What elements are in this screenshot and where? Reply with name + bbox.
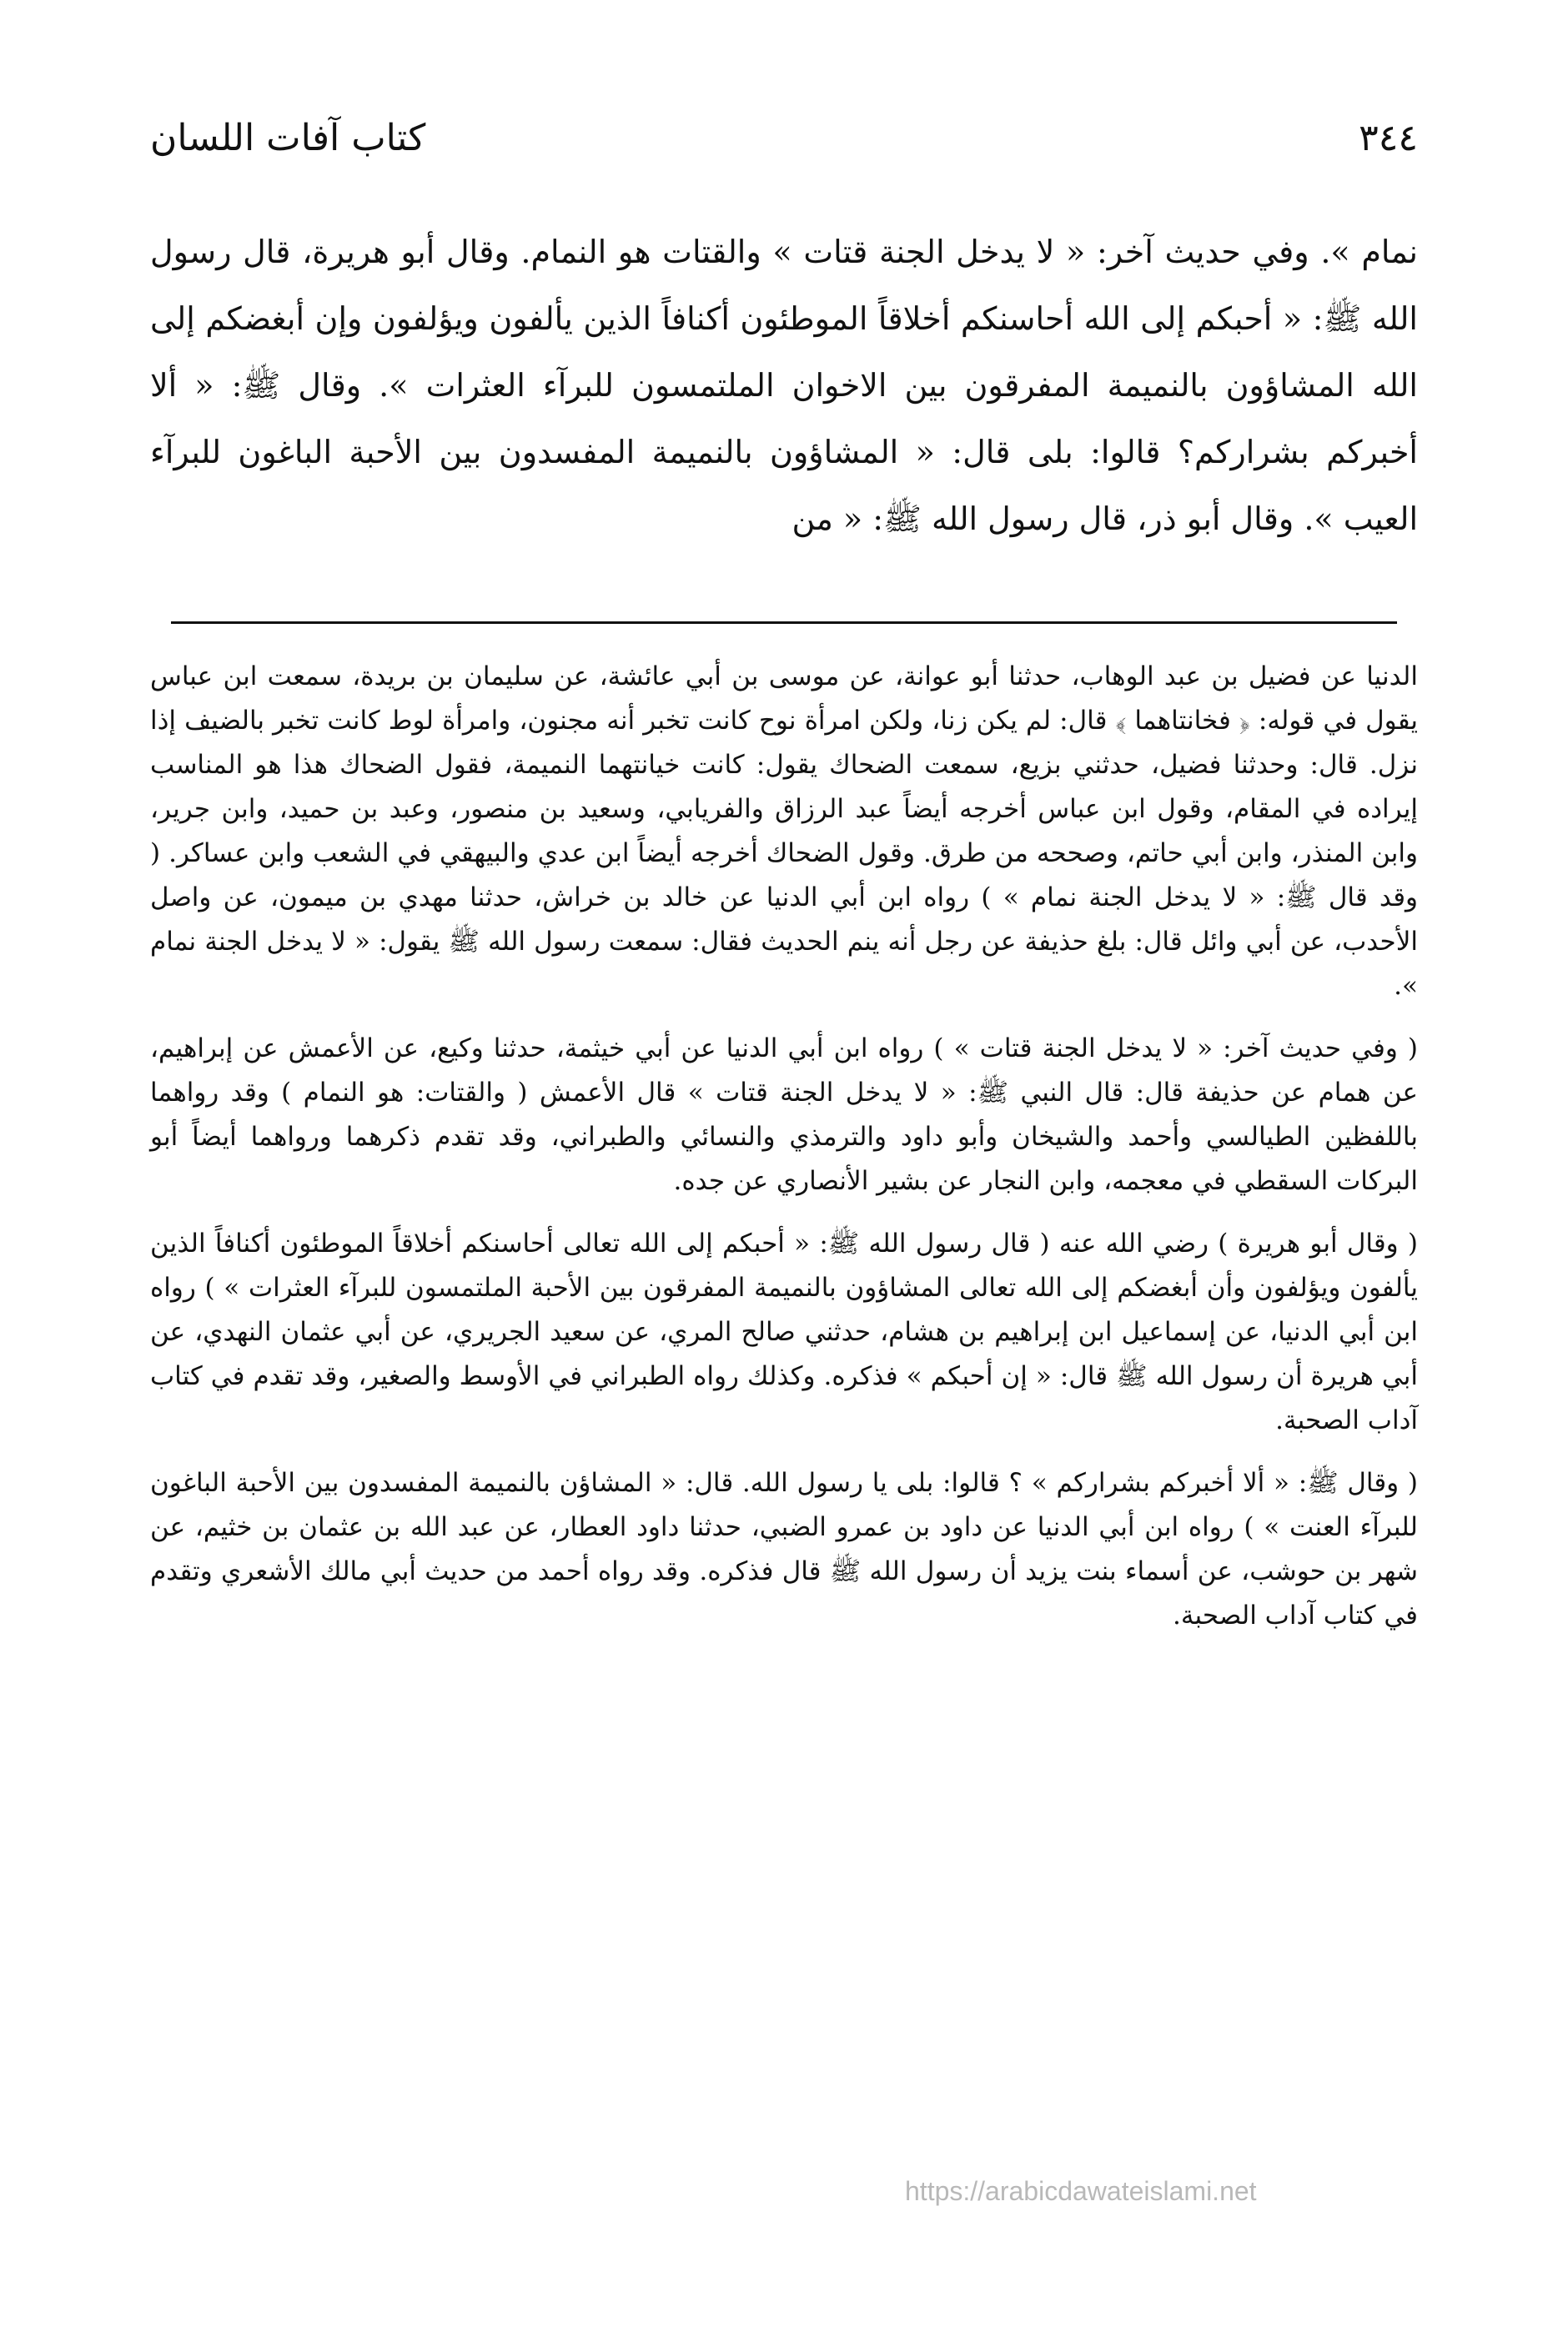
- commentary-paragraph-2: ( وفي حديث آخر: « لا يدخل الجنة قتات » ) رواه ابن أبي الدنيا عن أبي خيثمة، حدثنا وكيع، عن الأعمش عن إبراهيم، عن همام عن حذيفة قال: قال النبي ﷺ: « لا يدخل الجنة قتات » قال الأعمش ( والقتات: هو النمام ) وقد رواهما باللفظين الطيالسي وأحمد والشيخان وأبو داود والترمذي والنسائي والطبراني، وقد تقدم ذكرهما ورواهما أيضاً أبو البركات السقطي في معجمه، وابن النجار عن بشير الأنصاري عن جده.: [150, 1033, 1418, 1196]
- commentary-paragraph-3: ( وقال أبو هريرة ) رضي الله عنه ( قال رسول الله ﷺ: « أحبكم إلى الله تعالى أحاسنكم أخلاقاً الموطئون أكنافاً الذين يألفون ويؤلفون وأن أبغضكم إلى الله تعالى المشاؤون بالنميمة المفرقون بين الأحبة الملتمسون للبرآء العثرات » ) رواه ابن أبي الدنيا، عن إسماعيل ابن إبراهيم بن هشام، حدثني صالح المري، عن سعيد الجريري، عن أبي عثمان النهدي، عن أبي هريرة أن رسول الله ﷺ قال: « إن أحبكم » فذكره. وكذلك رواه الطبراني في الأوسط والصغير، وقد تقدم في كتاب آداب الصحبة.: [150, 1229, 1418, 1435]
- running-title: كتاب آفات اللسان: [150, 117, 426, 159]
- main-text: نمام ». وفي حديث آخر: « لا يدخل الجنة قتات » والقتات هو النمام. وقال أبو هريرة، قال رسول الله ﷺ: « أحبكم إلى الله أحاسنكم أخلاقاً الموطئون أكنافاً الذين يألفون ويؤلفون وإن أبغضكم إلى الله المشاؤون بالنميمة المفرقون بين الاخوان الملتمسون للبرآء العثرات ». وقال ﷺ: « ألا أخبركم بشراركم؟ قالوا: بلى قال: « المشاؤون بالنميمة المفسدون بين الأحبة الباغون للبرآء العيب ». وقال أبو ذر، قال رسول الله ﷺ: « من: [150, 234, 1418, 537]
- page-header: [150, 117, 1418, 175]
- watermark-url: https://arabicdawateislami.net: [905, 2176, 1257, 2206]
- commentary-paragraph-4: ( وقال ﷺ: « ألا أخبركم بشراركم » ؟ قالوا: بلى يا رسول الله. قال: « المشاؤن بالنميمة المفسدون بين الأحبة الباغون للبرآء العنت » ) رواه ابن أبي الدنيا عن داود بن عمرو الضبي، حدثنا داود العطار، عن عبد الله بن عثمان بن خثيم، عن شهر بن حوشب، عن أسماء بنت يزيد أن رسول الله ﷺ قال فذكره. وقد رواه أحمد من حديث أبي مالك الأشعري وتقدم في كتاب آداب الصحبة.: [150, 1468, 1418, 1631]
- page-number: ٣٤٤: [1359, 117, 1418, 159]
- commentary: [150, 655, 1418, 1656]
- separator-rule: [171, 621, 1397, 624]
- commentary-paragraph-1: الدنيا عن فضيل بن عبد الوهاب، حدثنا أبو عوانة، عن موسى بن أبي عائشة، عن سليمان بن بريدة، سمعت ابن عباس يقول في قوله: ﴿ فخانتاهما ﴾ قال: لم يكن زنا، ولكن امرأة نوح كانت تخبر أنه مجنون، وامرأة لوط كانت تخبر بالضيف إذا نزل. قال: وحدثنا فضيل، حدثني بزيع، سمعت الضحاك يقول: كانت خيانتهما النميمة، فقول الضحاك هذا هو المناسب إيراده في المقام، وقول ابن عباس أخرجه أيضاً عبد الرزاق والفريابي، وسعيد بن منصور، وعبد بن حميد، وابن جرير، وابن المنذر، وابن أبي حاتم، وصححه من طرق. وقول الضحاك أخرجه أيضاً ابن عدي والبيهقي في الشعب وابن عساكر. ( وقد قال ﷺ: « لا يدخل الجنة نمام » ) رواه ابن أبي الدنيا عن خالد بن خراش، حدثنا مهدي بن ميمون، عن واصل الأحدب، عن أبي وائل قال: بلغ حذيفة عن رجل أنه ينم الحديث فقال: سمعت رسول الله ﷺ يقول: « لا يدخل الجنة نمام ».: [150, 661, 1418, 1001]
